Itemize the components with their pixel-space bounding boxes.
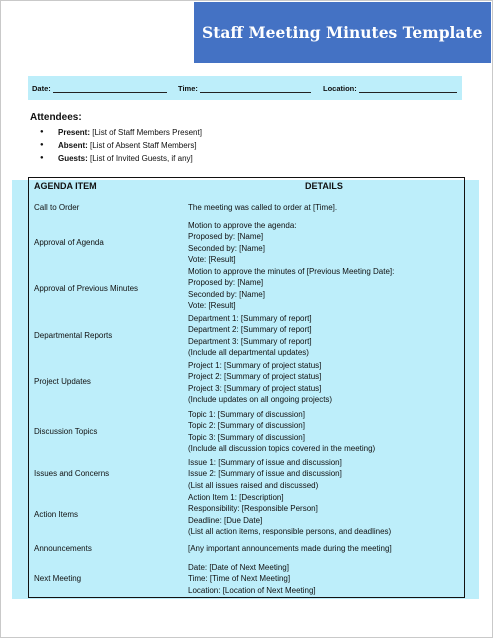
list-item (40, 126, 202, 139)
location-blank-line[interactable] (359, 85, 457, 93)
agenda-details-announcements (188, 543, 392, 554)
meeting-info-bar (28, 76, 462, 100)
date-blank-line[interactable] (53, 85, 167, 93)
agenda-details-issues-and-concerns (188, 457, 342, 491)
bullet-icon: ● (40, 129, 44, 136)
details-line: Department 2: [Summary of report] (188, 325, 312, 335)
details-line: Vote: [Result] (188, 255, 236, 265)
details-line: Time: [Time of Next Meeting] (188, 574, 291, 584)
details-header: DETAILS (305, 181, 343, 191)
details-line: Department 1: [Summary of report] (188, 314, 312, 323)
details-line: Action Item 1: [Description] (188, 493, 284, 502)
agenda-item-action-items: Action Items (34, 510, 79, 519)
list-item (40, 139, 202, 152)
agenda-details-call-to-order (188, 202, 337, 213)
details-line: Topic 2: [Summary of discussion] (188, 421, 305, 431)
agenda-item-approval-of-previous-minutes: Approval of Previous Minutes (34, 284, 139, 293)
details-line: Responsibility: [Responsible Person] (188, 504, 318, 514)
agenda-details-next-meeting (188, 562, 316, 596)
details-line: Issue 2: [Summary of issue and discussion] (188, 469, 342, 479)
details-line: Department 3: [Summary of report] (188, 336, 312, 346)
details-line: Project 3: [Summary of project status] (188, 383, 322, 393)
title-banner (194, 2, 491, 63)
details-line: Vote: [Result] (188, 301, 236, 311)
date-label: Date: (32, 84, 51, 93)
details-line: [Any important announcements made during the meeting] (188, 544, 392, 553)
details-line: (Include updates on all ongoing projects) (188, 395, 333, 405)
details-line: Date: [Date of Next Meeting] (188, 563, 289, 572)
agenda-details-action-items (188, 492, 391, 538)
details-line: Topic 3: [Summary of discussion] (188, 432, 305, 442)
details-line: Seconded by: [Name] (188, 289, 265, 299)
document-title: Staff Meeting Minutes Template (202, 23, 483, 42)
time-label: Time: (178, 84, 198, 93)
details-line: Location: [Location of Next Meeting] (188, 585, 316, 595)
attendee-label: Guests: (58, 154, 88, 163)
details-line: Project 2: [Summary of project status] (188, 372, 322, 382)
location-field[interactable] (323, 84, 457, 93)
attendee-list (40, 126, 202, 165)
details-line: (List all action items, responsible persons, and deadlines) (188, 527, 392, 537)
time-blank-line[interactable] (200, 85, 311, 93)
details-line: Motion to approve the agenda: (188, 221, 297, 230)
agenda-details-approval-of-agenda (188, 220, 297, 266)
agenda-item-announcements: Announcements (34, 544, 92, 553)
agenda-item-departmental-reports: Departmental Reports (34, 331, 113, 340)
details-line: Proposed by: [Name] (188, 232, 264, 242)
agenda-item-project-updates: Project Updates (34, 377, 91, 386)
bullet-icon: ● (40, 142, 44, 149)
agenda-details-discussion-topics (188, 409, 375, 455)
agenda-item-call-to-order: Call to Order (34, 203, 80, 212)
details-line: Proposed by: [Name] (188, 278, 264, 288)
attendee-text: [List of Staff Members Present] (92, 128, 202, 137)
details-line: Deadline: [Due Date] (188, 515, 263, 525)
agenda-item-next-meeting: Next Meeting (34, 574, 82, 583)
agenda-item-issues-and-concerns: Issues and Concerns (34, 469, 110, 478)
agenda-details-departmental-reports (188, 313, 312, 359)
location-label: Location: (323, 84, 357, 93)
agenda-details-approval-of-previous-minutes (188, 266, 394, 312)
agenda-item-approval-of-agenda: Approval of Agenda (34, 238, 104, 247)
attendees-heading: Attendees: (30, 112, 82, 123)
attendee-label: Present: (58, 128, 91, 137)
bullet-icon: ● (40, 155, 44, 162)
details-line: Motion to approve the minutes of [Previous Meeting Date]: (188, 267, 395, 276)
attendee-text: [List of Absent Staff Members] (90, 141, 197, 150)
time-field[interactable] (178, 84, 311, 93)
attendee-label: Absent: (58, 141, 88, 150)
agenda-item-discussion-topics: Discussion Topics (34, 427, 98, 436)
agenda-item-header: AGENDA ITEM (34, 181, 97, 191)
details-line: Seconded by: [Name] (188, 243, 265, 253)
agenda-details-project-updates (188, 360, 332, 406)
details-line: Project 1: [Summary of project status] (188, 361, 322, 370)
details-line: The meeting was called to order at [Time]. (188, 203, 338, 212)
date-field[interactable] (32, 84, 167, 93)
details-line: (List all issues raised and discussed) (188, 480, 319, 490)
details-line: Issue 1: [Summary of issue and discussion] (188, 458, 342, 467)
attendee-text: [List of Invited Guests, if any] (90, 154, 193, 163)
details-line: (Include all discussion topics covered in the meeting) (188, 444, 376, 454)
list-item (40, 152, 202, 165)
details-line: (Include all departmental updates) (188, 348, 309, 358)
details-line: Topic 1: [Summary of discussion] (188, 410, 305, 419)
